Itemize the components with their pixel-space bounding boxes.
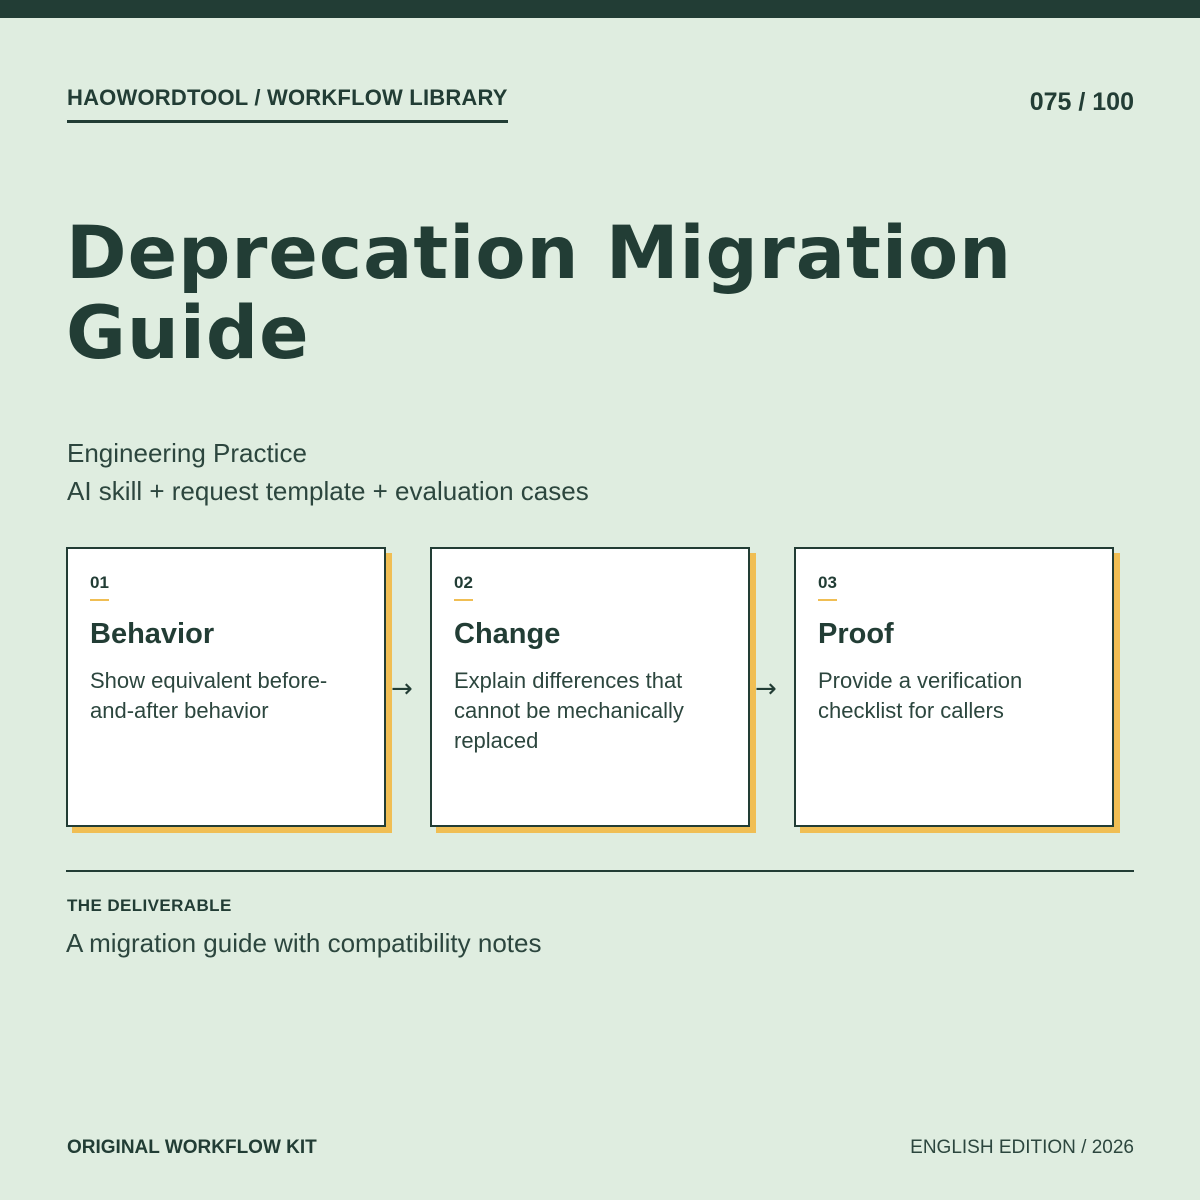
step-description: Explain differences that cannot be mechanically replaced: [454, 668, 684, 753]
section-divider: [66, 870, 1134, 872]
footer-edition-label: ENGLISH EDITION / 2026: [910, 1137, 1134, 1158]
step-title: Change: [454, 618, 561, 650]
deliverable-label: THE DELIVERABLE: [67, 896, 232, 915]
page-counter: 075 / 100: [1029, 88, 1134, 116]
step-number: 03: [818, 573, 837, 601]
step-card-behavior: [66, 547, 386, 827]
page-title: Deprecation Migration Guide: [66, 211, 1013, 376]
step-description: Show equivalent before-and-after behavior: [90, 668, 328, 723]
step-number: 02: [454, 573, 473, 601]
step-card-proof: [794, 547, 1114, 827]
brand-breadcrumb: HAOWORDTOOL / WORKFLOW LIBRARY: [67, 85, 508, 123]
subtitle-category: Engineering Practice: [67, 438, 307, 468]
arrow-right-icon: →: [755, 674, 777, 704]
arrow-right-icon: →: [391, 674, 413, 704]
step-title: Proof: [818, 618, 894, 650]
step-card-change: [430, 547, 750, 827]
step-description: Provide a verification checklist for callers: [818, 668, 1023, 723]
deliverable-text: A migration guide with compatibility notes: [66, 928, 542, 958]
footer-kit-label: ORIGINAL WORKFLOW KIT: [67, 1137, 317, 1158]
subtitle-description: AI skill + request template + evaluation cases: [67, 476, 589, 506]
top-accent-bar: [0, 0, 1200, 18]
step-title: Behavior: [90, 618, 215, 650]
subtitle-block: [67, 434, 589, 510]
step-number: 01: [90, 573, 109, 601]
